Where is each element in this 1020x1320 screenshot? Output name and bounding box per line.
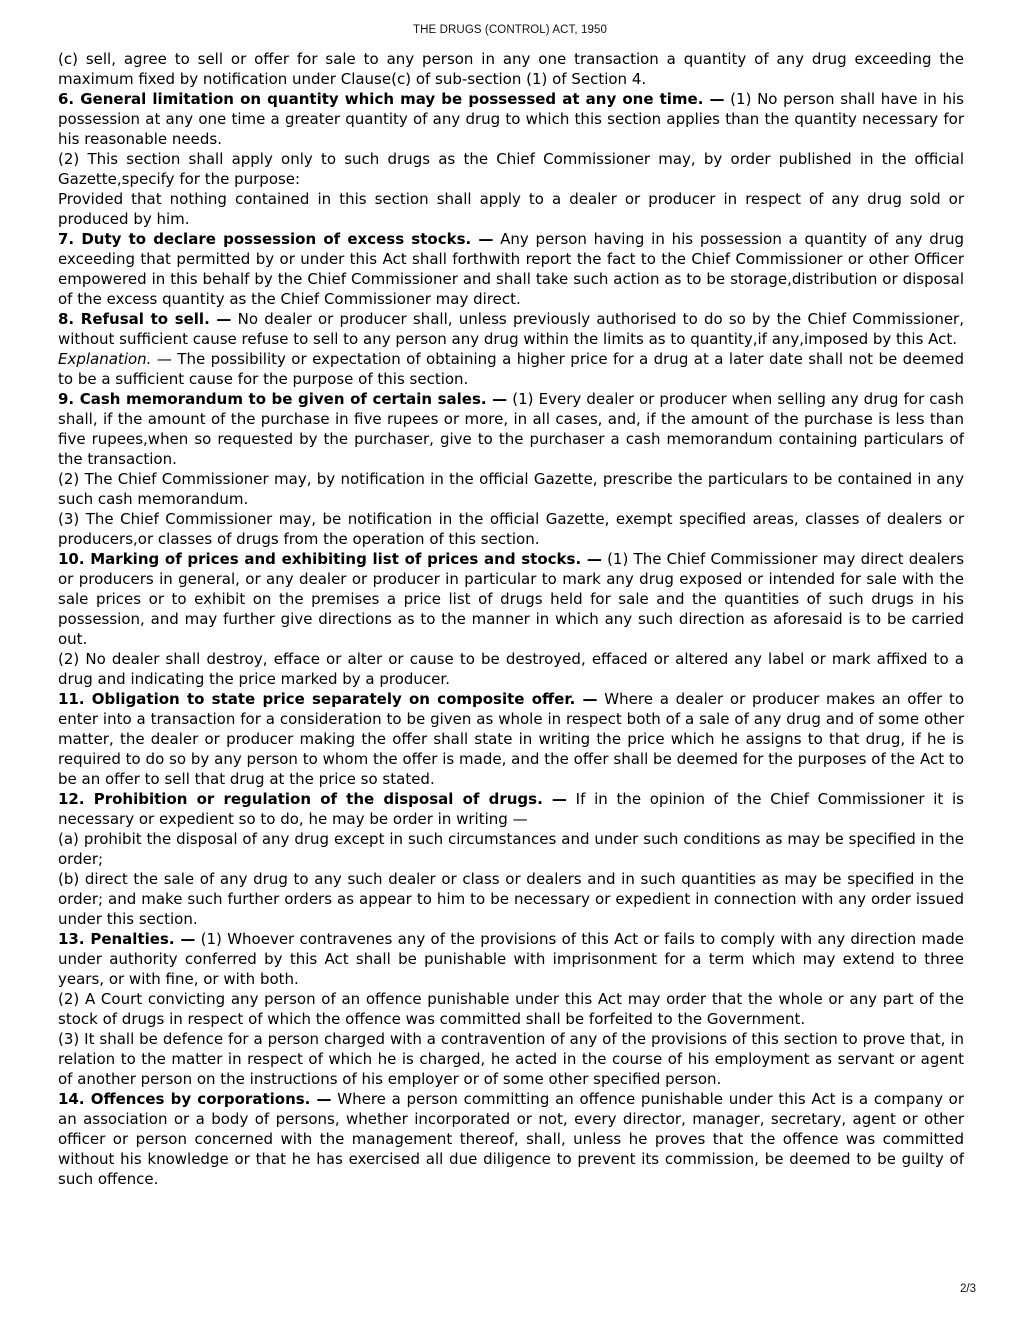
paragraph-text: (2) This section shall apply only to such drugs as the Chief Commissioner may, by order published in the official Gazette,specify for the purpose: xyxy=(58,150,964,188)
section-9-subsection-3 xyxy=(58,509,964,549)
section-13-paragraph xyxy=(58,929,964,989)
running-header: THE DRUGS (CONTROL) ACT, 1950 xyxy=(413,24,607,36)
clause-c-paragraph xyxy=(58,49,964,89)
section-10-subsection-2 xyxy=(58,649,964,689)
paragraph-text: (3) The Chief Commissioner may, be notification in the official Gazette, exempt specified areas, classes of dealers or producers,or classes of drugs from the operation of this section. xyxy=(58,510,964,548)
paragraph-text: (2) No dealer shall destroy, efface or alter or cause to be destroyed, effaced or altered any label or mark affixed to a drug and indicating the price marked by a producer. xyxy=(58,650,964,688)
paragraph-text: (2) A Court convicting any person of an offence punishable under this Act may order that the whole or any part of the stock of drugs in respect of which the offence was committed shall be forfeited to the Government. xyxy=(58,990,964,1028)
section-13-subsection-2 xyxy=(58,989,964,1029)
section-heading: 10. Marking of prices and exhibiting list of prices and stocks. — xyxy=(58,550,602,568)
section-heading: 14. Offences by corporations. — xyxy=(58,1090,332,1108)
paragraph-text: (c) sell, agree to sell or offer for sale to any person in any one transaction a quantity of any drug exceeding the maximum fixed by notification under Clause(c) of sub-section (1) of Section 4. xyxy=(58,50,964,88)
paragraph-text: (1) Every dealer or producer when selling any drug for cash shall, if the amount of the purchase in five rupees or more, in all cases, and, if the amount of the purchase is less than five rupees,when so requested by the purchaser, give to the purchaser a cash memorandum containing particulars of the transaction. xyxy=(58,390,964,468)
section-heading: 8. Refusal to sell. — xyxy=(58,310,232,328)
paragraph-text: Provided that nothing contained in this section shall apply to a dealer or producer in respect of any drug sold or produced by him. xyxy=(58,190,964,228)
section-8-explanation xyxy=(58,349,964,389)
section-6-subsection-2 xyxy=(58,149,964,189)
section-7-paragraph xyxy=(58,229,964,309)
section-12-clause-a xyxy=(58,829,964,869)
section-12-paragraph xyxy=(58,789,964,829)
section-heading: 12. Prohibition or regulation of the disposal of drugs. — xyxy=(58,790,567,808)
section-heading: 11. Obligation to state price separately on composite offer. — xyxy=(58,690,598,708)
section-6-proviso xyxy=(58,189,964,229)
document-body xyxy=(58,49,964,1189)
paragraph-text: (2) The Chief Commissioner may, by notification in the official Gazette, prescribe the particulars to be contained in any such cash memorandum. xyxy=(58,470,964,508)
paragraph-text: — The possibility or expectation of obtaining a higher price for a drug at a later date shall not be deemed to be a sufficient cause for the purpose of this section. xyxy=(58,350,964,388)
paragraph-text: Where a dealer or producer makes an offer to enter into a transaction for a consideration to be given as whole in respect both of a sale of any drug and of some other matter, the dealer or producer making the offer shall state in writing the price which he assigns to that drug, if he is required to do so by any person to whom the offer is made, and the offer shall be deemed for the purposes of the Act to be an offer to sell that drug at the price so stated. xyxy=(58,690,964,788)
section-9-paragraph xyxy=(58,389,964,469)
section-14-paragraph xyxy=(58,1089,964,1189)
section-heading: 9. Cash memorandum to be given of certain sales. — xyxy=(58,390,508,408)
section-6-paragraph xyxy=(58,89,964,149)
section-8-paragraph xyxy=(58,309,964,349)
paragraph-text: Where a person committing an offence punishable under this Act is a company or an association or a body of persons, whether incorporated or not, every director, manager, secretary, agent or other officer or person concerned with the management thereof, shall, unless he proves that the offence was committed without his knowledge or that he has exercised all due diligence to prevent its commission, be deemed to be guilty of such offence. xyxy=(58,1090,965,1188)
section-12-clause-b xyxy=(58,869,964,929)
section-heading: 7. Duty to declare possession of excess stocks. — xyxy=(58,230,494,248)
paragraph-text: (1) No person shall have in his possession at any one time a greater quantity of any drug to which this section applies than the quantity necessary for his reasonable needs. xyxy=(58,90,964,148)
paragraph-text: (1) The Chief Commissioner may direct dealers or producers in general, or any dealer or producer in particular to mark any drug exposed or intended for sale with the sale prices or to exhibit on the premises a price list of drugs held for sale and the quantities of such drugs in his possession, and may further give directions as to the manner in which any such direction as aforesaid is to be carried out. xyxy=(58,550,965,648)
section-heading: 13. Penalties. — xyxy=(58,930,196,948)
section-11-paragraph xyxy=(58,689,964,789)
paragraph-text: If in the opinion of the Chief Commissioner it is necessary or expedient so to do, he may be order in writing — xyxy=(58,790,964,828)
paragraph-text: Any person having in his possession a quantity of any drug exceeding that permitted by or under this Act shall forthwith report the fact to the Chief Commissioner or other Officer empowered in this behalf by the Chief Commissioner and shall take such action as to be storage,distribution or disposal of the excess quantity as the Chief Commissioner may direct. xyxy=(58,230,965,308)
paragraph-text: (1) Whoever contravenes any of the provisions of this Act or fails to comply with any direction made under authority conferred by this Act shall be punishable with imprisonment for a term which may extend to three years, or with fine, or with both. xyxy=(58,930,964,988)
page-number: 2/3 xyxy=(960,1283,976,1295)
paragraph-text: (a) prohibit the disposal of any drug except in such circumstances and under such conditions as may be specified in the order; xyxy=(58,830,964,868)
paragraph-text: (b) direct the sale of any drug to any such dealer or class or dealers and in such quantities as may be specified in the order; and make such further orders as appear to him to be necessary or expedient in connection with any order issued under this section. xyxy=(58,870,964,928)
section-9-subsection-2 xyxy=(58,469,964,509)
section-heading: 6. General limitation on quantity which may be possessed at any one time. — xyxy=(58,90,725,108)
section-13-subsection-3 xyxy=(58,1029,964,1089)
section-10-paragraph xyxy=(58,549,964,649)
explanation-label: Explanation. xyxy=(58,350,152,368)
paragraph-text: (3) It shall be defence for a person charged with a contravention of any of the provisions of this section to prove that, in relation to the matter in respect of which he is charged, he acted in the course of his employment as servant or agent of another person on the instructions of his employer or of some other specified person. xyxy=(58,1030,964,1088)
paragraph-text: No dealer or producer shall, unless previously authorised to do so by the Chief Commissioner, without sufficient cause refuse to sell to any person any drug within the limits as to quantity,if any,imposed by this Act. xyxy=(58,310,964,348)
